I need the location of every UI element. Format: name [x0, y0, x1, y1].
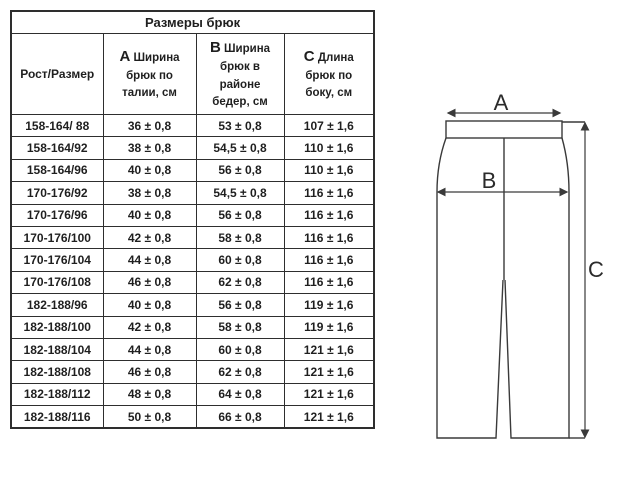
size-cell: 46 ± 0,8 — [103, 271, 196, 293]
size-cell: 64 ± 0,8 — [196, 383, 284, 405]
col-header-height-size — [11, 34, 103, 115]
size-row — [11, 316, 374, 338]
size-cell: 170-176/108 — [11, 271, 103, 293]
size-cell: 119 ± 1,6 — [284, 294, 374, 316]
size-row — [11, 338, 374, 360]
size-cell: 56 ± 0,8 — [196, 204, 284, 226]
size-row — [11, 137, 374, 159]
size-row — [11, 406, 374, 429]
size-row — [11, 294, 374, 316]
size-row — [11, 182, 374, 204]
table-title-row — [11, 11, 374, 34]
size-row — [11, 383, 374, 405]
size-table — [10, 10, 375, 429]
waistband-outline — [446, 121, 562, 138]
table-title: Размеры брюк — [11, 11, 374, 34]
size-row — [11, 115, 374, 137]
size-table-body — [11, 115, 374, 429]
size-cell: 60 ± 0,8 — [196, 249, 284, 271]
size-cell: 121 ± 1,6 — [284, 361, 374, 383]
size-cell: 44 ± 0,8 — [103, 249, 196, 271]
size-cell: 62 ± 0,8 — [196, 271, 284, 293]
trousers-diagram — [428, 83, 612, 451]
size-row — [11, 361, 374, 383]
size-cell: 40 ± 0,8 — [103, 204, 196, 226]
size-cell: 182-188/104 — [11, 338, 103, 360]
col-header-c-letter: C — [303, 47, 315, 65]
size-cell: 182-188/108 — [11, 361, 103, 383]
size-cell: 170-176/104 — [11, 249, 103, 271]
col-header-a-letter: A — [119, 47, 131, 65]
size-cell: 158-164/ 88 — [11, 115, 103, 137]
size-cell: 58 ± 0,8 — [196, 316, 284, 338]
size-cell: 116 ± 1,6 — [284, 271, 374, 293]
size-cell: 42 ± 0,8 — [103, 226, 196, 248]
size-cell: 48 ± 0,8 — [103, 383, 196, 405]
size-cell: 158-164/96 — [11, 159, 103, 181]
size-cell: 116 ± 1,6 — [284, 249, 374, 271]
size-cell: 58 ± 0,8 — [196, 226, 284, 248]
size-row — [11, 204, 374, 226]
size-cell: 182-188/96 — [11, 294, 103, 316]
size-cell: 116 ± 1,6 — [284, 204, 374, 226]
size-cell: 42 ± 0,8 — [103, 316, 196, 338]
col-header-a-waist — [103, 34, 196, 115]
size-cell: 38 ± 0,8 — [103, 137, 196, 159]
size-cell: 36 ± 0,8 — [103, 115, 196, 137]
size-cell: 170-176/92 — [11, 182, 103, 204]
size-row — [11, 159, 374, 181]
table-header-row — [11, 34, 374, 115]
size-cell: 40 ± 0,8 — [103, 159, 196, 181]
col-header-height-size-label: Рост/Размер — [20, 67, 95, 81]
size-cell: 119 ± 1,6 — [284, 316, 374, 338]
col-header-c-length — [284, 34, 374, 115]
size-cell: 121 ± 1,6 — [284, 338, 374, 360]
size-cell: 121 ± 1,6 — [284, 406, 374, 429]
size-cell: 46 ± 0,8 — [103, 361, 196, 383]
size-row — [11, 249, 374, 271]
size-cell: 50 ± 0,8 — [103, 406, 196, 429]
size-cell: 121 ± 1,6 — [284, 383, 374, 405]
size-cell: 182-188/116 — [11, 406, 103, 429]
size-cell: 56 ± 0,8 — [196, 294, 284, 316]
size-cell: 60 ± 0,8 — [196, 338, 284, 360]
size-cell: 44 ± 0,8 — [103, 338, 196, 360]
size-cell: 40 ± 0,8 — [103, 294, 196, 316]
size-cell: 62 ± 0,8 — [196, 361, 284, 383]
size-cell: 54,5 ± 0,8 — [196, 182, 284, 204]
size-cell: 110 ± 1,6 — [284, 159, 374, 181]
size-cell: 110 ± 1,6 — [284, 137, 374, 159]
col-header-b-hips — [196, 34, 284, 115]
col-header-c-label: Длина брюк по боку, см — [305, 51, 354, 100]
size-row — [11, 271, 374, 293]
col-header-b-label: Ширина брюк в районе бедер, см — [212, 42, 271, 108]
size-cell: 107 ± 1,6 — [284, 115, 374, 137]
size-cell: 116 ± 1,6 — [284, 182, 374, 204]
right-leg-outline — [505, 138, 569, 438]
dimension-a-label: A — [493, 90, 509, 115]
col-header-b-letter: B — [209, 38, 221, 56]
size-cell: 170-176/96 — [11, 204, 103, 226]
dimension-c-label: C — [588, 257, 604, 282]
size-cell: 116 ± 1,6 — [284, 226, 374, 248]
size-cell: 54,5 ± 0,8 — [196, 137, 284, 159]
size-cell: 170-176/100 — [11, 226, 103, 248]
size-cell: 53 ± 0,8 — [196, 115, 284, 137]
size-cell: 56 ± 0,8 — [196, 159, 284, 181]
size-cell: 158-164/92 — [11, 137, 103, 159]
size-row — [11, 226, 374, 248]
size-cell: 66 ± 0,8 — [196, 406, 284, 429]
dimension-b-label: B — [481, 168, 497, 193]
size-cell: 38 ± 0,8 — [103, 182, 196, 204]
size-cell: 182-188/112 — [11, 383, 103, 405]
size-cell: 182-188/100 — [11, 316, 103, 338]
col-header-a-label: Ширина брюк по талии, см — [122, 51, 180, 100]
